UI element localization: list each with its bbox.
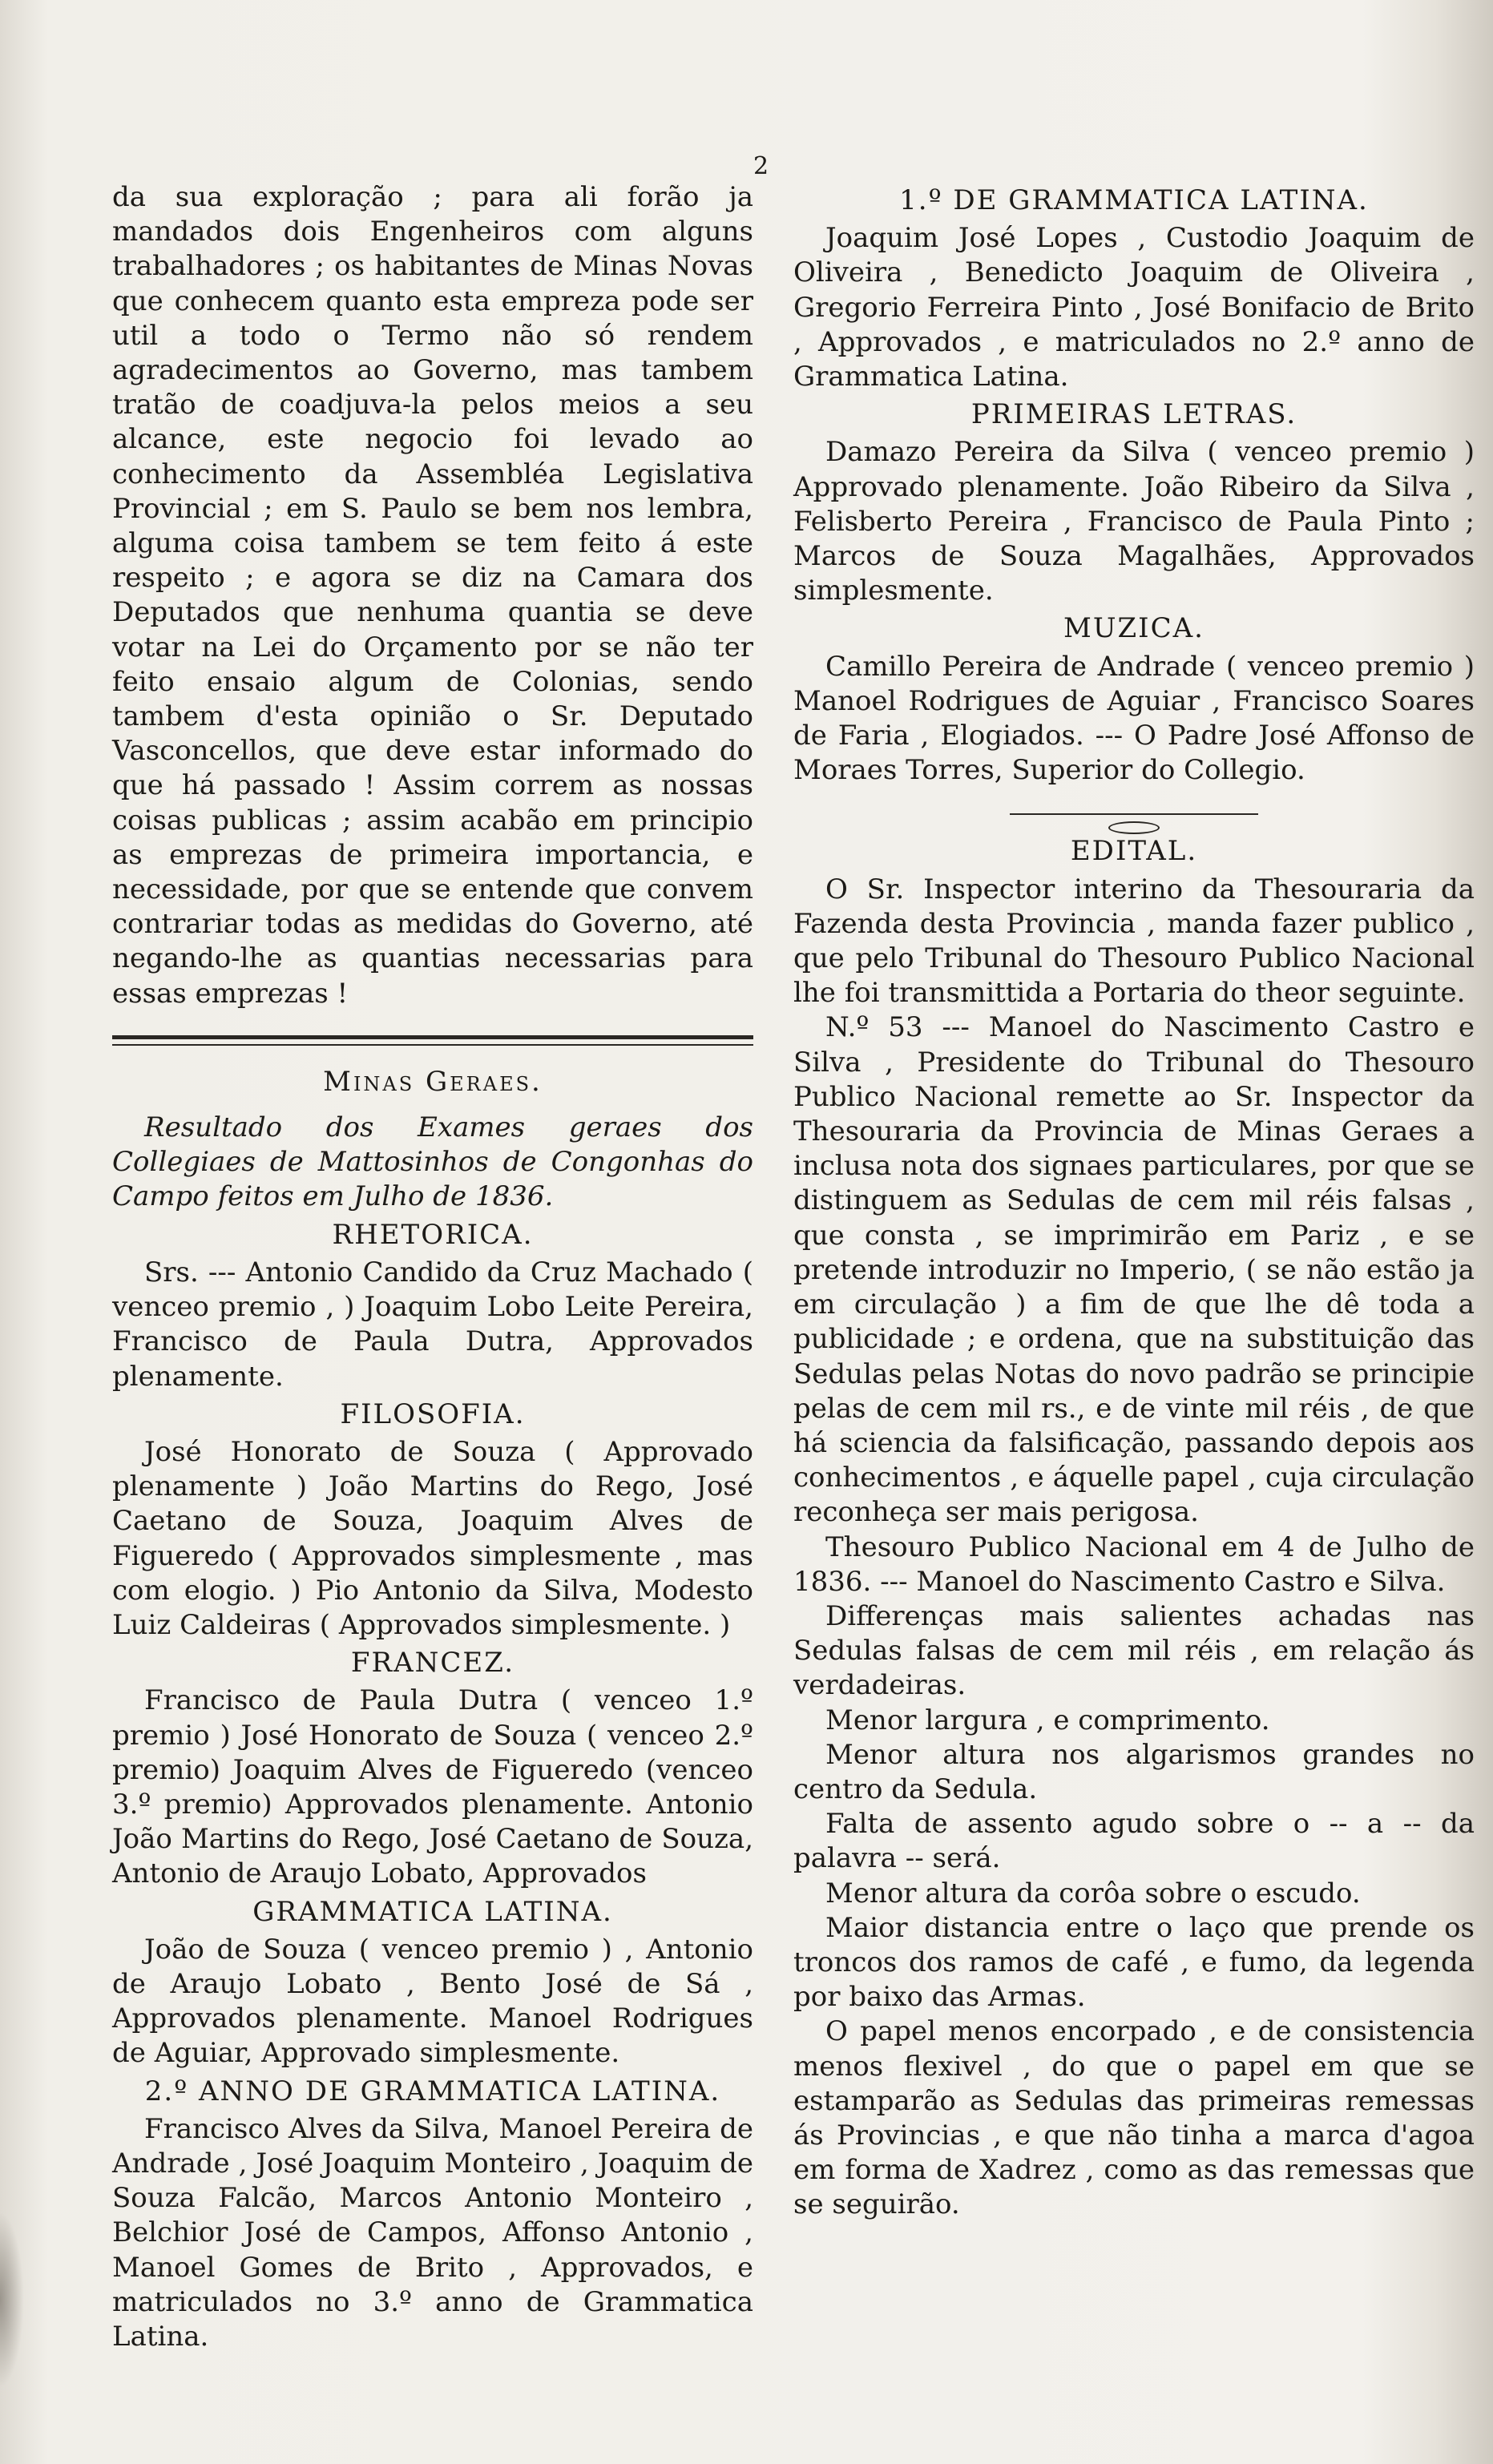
text-primeiras-letras: Damazo Pereira da Silva ( venceo premio ) Approvado plenamente. João Ribeiro da Silva , Felisberto Pereira , Francisco de Paula Pinto ; Marcos de Souza Magalhães, Approvados simplesmente. (793, 436, 1475, 607)
section-rule-thin (112, 1044, 753, 1046)
intro-paragraph: da sua exploração ; para ali forão ja mandados dois Engenheiros com alguns trabalhadores ; os habitantes de Minas Novas que conhecem quanto esta empreza pode ser util a todo o Termo não só rendem agradecimentos ao Governo, mas tambem tratão de coadjuva-la pelos meios a seu alcance, este negocio foi levado ao conhecimento da Assembléa Legislativa Provincial ; em S. Paulo se bem nos lembra, alguma coisa tambem se tem feito á este respeito ; e agora se diz na Camara dos Deputados que nenhuma quantia se deve votar na Lei do Orçamento por se não ter feito ensaio algum de Colonias, sendo tambem d'esta opinião o Sr. Deputado Vasconcellos, que deve estar informado do que há passado ! Assim correm as nossas coisas publicas ; assim acabão em principio as emprezas de primeira importancia, e necessidade, por que se entende que convem contrariar todas as medidas do Governo, até negando-lhe as quantias necessarias para essas emprezas ! (112, 181, 753, 1010)
right-column (793, 180, 1475, 2223)
heading-rhetorica: RHETORICA. (332, 1218, 534, 1251)
section-header-minas-geraes: Minas Geraes. (323, 1065, 543, 1098)
heading-francez: FRANCEZ. (350, 1647, 515, 1680)
text-muzica: Camillo Pereira de Andrade ( venceo premio ) Manoel Rodrigues de Aguiar , Francisco Soares de Faria , Elogiados. --- O Padre José Affonso de Moraes Torres, Superior do Collegio. (793, 650, 1475, 787)
edital-paragraph: Menor altura nos algarismos grandes no centro da Sedula. (793, 1738, 1475, 1805)
bleed-through-text (1362, 120, 1491, 148)
heading-1-grammatica: 1.º DE GRAMMATICA LATINA. (899, 184, 1369, 216)
edital-paragraph: N.º 53 --- Manoel do Nascimento Castro e Silva , Presidente do Tribunal do Thesouro Publico Nacional remette ao Sr. Inspector da Thesouraria da Provincia de Minas Geraes a inclusa nota dos signaes particulares, por que se distinguem as Sedulas de cem mil réis falsas , que consta , se imprimirão em Pariz , e se pretende introduzir no Imperio, ( se não estão ja em circulação ) a fim de que lhe dê toda a publicidade ; e ordena, que na substituição das Sedulas pelas Notas do novo padrão se principie pelas de cem mil rs., e de vinte mil réis , de que há sciencia da falsificação, passando depois aos conhecimentos , e áquelle papel , cuja circulação reconheça ser mais perigosa. (793, 1011, 1475, 1529)
text-filosofia: José Honorato de Souza ( Approvado plenamente ) João Martins do Rego, José Caetano de Souza, Joaquim Alves de Figueredo ( Approvados simplesmente , mas com elogio. ) Pio Antonio da Silva, Modesto Luiz Caldeiras ( Approvados simplesmente. ) (112, 1435, 753, 1641)
edital-paragraph: O papel menos encorpado , e de consistencia menos flexivel , do que o papel em que se estamparão as Sedulas das primeiras remessas ás Provincias , e que não tinha a marca d'agoa em forma de Xadrez , como as das remessas que se seguirão. (793, 2015, 1475, 2221)
results-title: Resultado dos Exames geraes dos Collegiaes de Mattosinhos de Congonhas do Campo feitos em Julho de 1836. (112, 1111, 753, 1213)
heading-grammatica-latina: GRAMMATICA LATINA. (252, 1895, 613, 1928)
edital-paragraph: O Sr. Inspector interino da Thesouraria da Fazenda desta Provincia , manda fazer publico , que pelo Tribunal do Thesouro Publico Nacional lhe foi transmittida a Portaria do theor seguinte. (793, 873, 1475, 1010)
heading-edital: EDITAL. (1070, 835, 1198, 868)
text-rhetorica: Srs. --- Antonio Candido da Cruz Machado ( venceo premio , ) Joaquim Lobo Leite Pereira, Francisco de Paula Dutra, Approvados plenamente. (112, 1256, 753, 1393)
edital-paragraph: Thesouro Publico Nacional em 4 de Julho de 1836. --- Manoel do Nascimento Castro e Silva. (793, 1530, 1475, 1598)
edital-paragraph: Menor altura da corôa sobre o escudo. (825, 1877, 1361, 1909)
text-grammatica-latina: João de Souza ( venceo premio ) , Antonio de Araujo Lobato , Bento José de Sá , Approvados plenamente. Manoel Rodrigues de Aguiar, Approvado simplesmente. (112, 1933, 753, 2070)
edital-paragraph: Maior distancia entre o laço que prende os troncos dos ramos de café , e fumo, da legenda por baixo das Armas. (793, 1911, 1475, 2014)
text-1-grammatica: Joaquim José Lopes , Custodio Joaquim de Oliveira , Benedicto Joaquim de Oliveira , Gregorio Ferreira Pinto , José Bonifacio de Brito , Approvados , e matriculados no 2.º anno de Grammatica Latina. (793, 222, 1475, 393)
edital-paragraph: Differenças mais salientes achadas nas Sedulas falsas de cem mil réis , em relação ás verdadeiras. (793, 1599, 1475, 1702)
edital-paragraph: Falta de assento agudo sobre o -- a -- da palavra -- será. (793, 1808, 1475, 1875)
heading-filosofia: FILOSOFIA. (340, 1397, 526, 1430)
page-number: 2 (753, 152, 769, 180)
ornament-divider (793, 809, 1475, 820)
text-francez: Francisco de Paula Dutra ( venceo 1.º premio ) José Honorato de Souza ( venceo 2.º premio) Joaquim Alves de Figueredo (venceo 3.º premio) Approvados plenamente. Antonio João Martins do Rego, José Caetano de Souza, Antonio de Araujo Lobato, Approvados (112, 1684, 753, 1890)
section-rule-thick (112, 1035, 753, 1039)
heading-2-anno-grammatica: 2.º ANNO DE GRAMMATICA LATINA. (144, 2075, 721, 2107)
heading-muzica: MUZICA. (1063, 612, 1204, 645)
page-edge-stain (0, 2212, 24, 2388)
text-2-anno-grammatica: Francisco Alves da Silva, Manoel Pereira de Andrade , José Joaquim Monteiro , Joaquim de Souza Falcão, Marcos Antonio Monteiro , Belchior José de Campos, Affonso Antonio , Manoel Gomes de Brito , Approvados, e matriculados no 3.º anno de Grammatica Latina. (112, 2112, 753, 2353)
edital-paragraph: Menor largura , e comprimento. (825, 1704, 1270, 1736)
left-column (112, 180, 753, 2354)
heading-primeiras-letras: PRIMEIRAS LETRAS. (970, 398, 1297, 431)
